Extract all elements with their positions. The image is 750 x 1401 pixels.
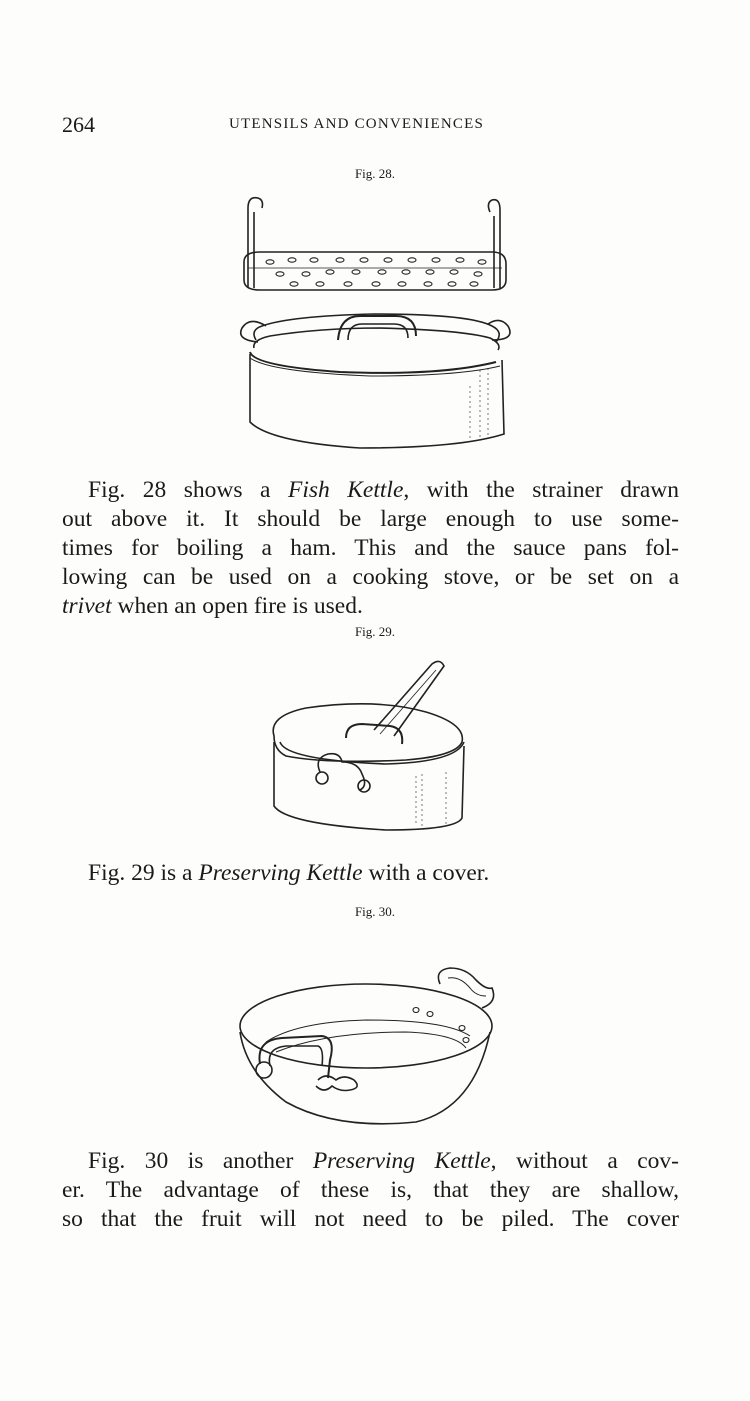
text-run: , with the strainer drawn	[403, 477, 679, 503]
fish-kettle-term: Fish Kettle	[287, 477, 404, 503]
scroll-ornament	[316, 1076, 357, 1091]
paragraph-line	[62, 476, 679, 505]
fig-28-paragraph	[62, 476, 679, 621]
kettle-rim	[240, 984, 492, 1068]
rivet-holes	[413, 1008, 469, 1043]
strainer-left-handle	[248, 198, 263, 288]
paragraph-line: out above it. It should be large enough to use some-	[62, 506, 679, 532]
running-head: UTENSILS AND CONVENIENCES	[229, 116, 484, 132]
right-handle	[438, 968, 493, 1008]
fig-30-caption: Fig. 30.	[354, 904, 396, 919]
strainer-holes	[266, 258, 486, 286]
text-run: when an open fire is used.	[111, 593, 363, 619]
fig-29-text	[88, 860, 489, 887]
page-number: 264	[62, 112, 95, 137]
text-run: Fig. 29 is a	[88, 860, 199, 886]
strainer-plate	[244, 252, 506, 290]
fig-29-caption: Fig. 29.	[354, 624, 396, 639]
preserving-kettle-term: Preserving Kettle	[198, 860, 363, 886]
preserving-kettle-cover-illustration	[266, 656, 476, 846]
paragraph-line	[62, 592, 679, 621]
page-header	[62, 112, 682, 142]
text-run: Fig. 28 shows a	[88, 477, 288, 503]
lid-handle	[346, 724, 402, 744]
paragraph-line: lowing can be used on a cooking stove, or be set on a	[62, 564, 679, 590]
preserving-kettle-open-illustration	[236, 962, 506, 1132]
text-run: Fig. 30 is another	[88, 1148, 313, 1174]
paragraph-line: er. The advantage of these is, that they are shallow,	[62, 1177, 679, 1203]
fish-kettle-illustration	[230, 190, 520, 460]
text-run: with a cover.	[362, 860, 490, 886]
paragraph-line	[62, 1147, 679, 1176]
paragraph-line: so that the fruit will not need to be piled. The cover	[62, 1206, 679, 1232]
kettle-body	[240, 1032, 490, 1124]
fig-28-caption: Fig. 28.	[354, 166, 396, 181]
paragraph-line: times for boiling a ham. This and the sauce pans fol-	[62, 535, 679, 561]
kettle-lid	[273, 704, 462, 762]
fig-30-paragraph	[62, 1147, 679, 1234]
preserving-kettle-term: Preserving Kettle	[312, 1148, 491, 1174]
text-run: , without a cov-	[490, 1148, 679, 1174]
trivet-term: trivet	[62, 593, 112, 619]
